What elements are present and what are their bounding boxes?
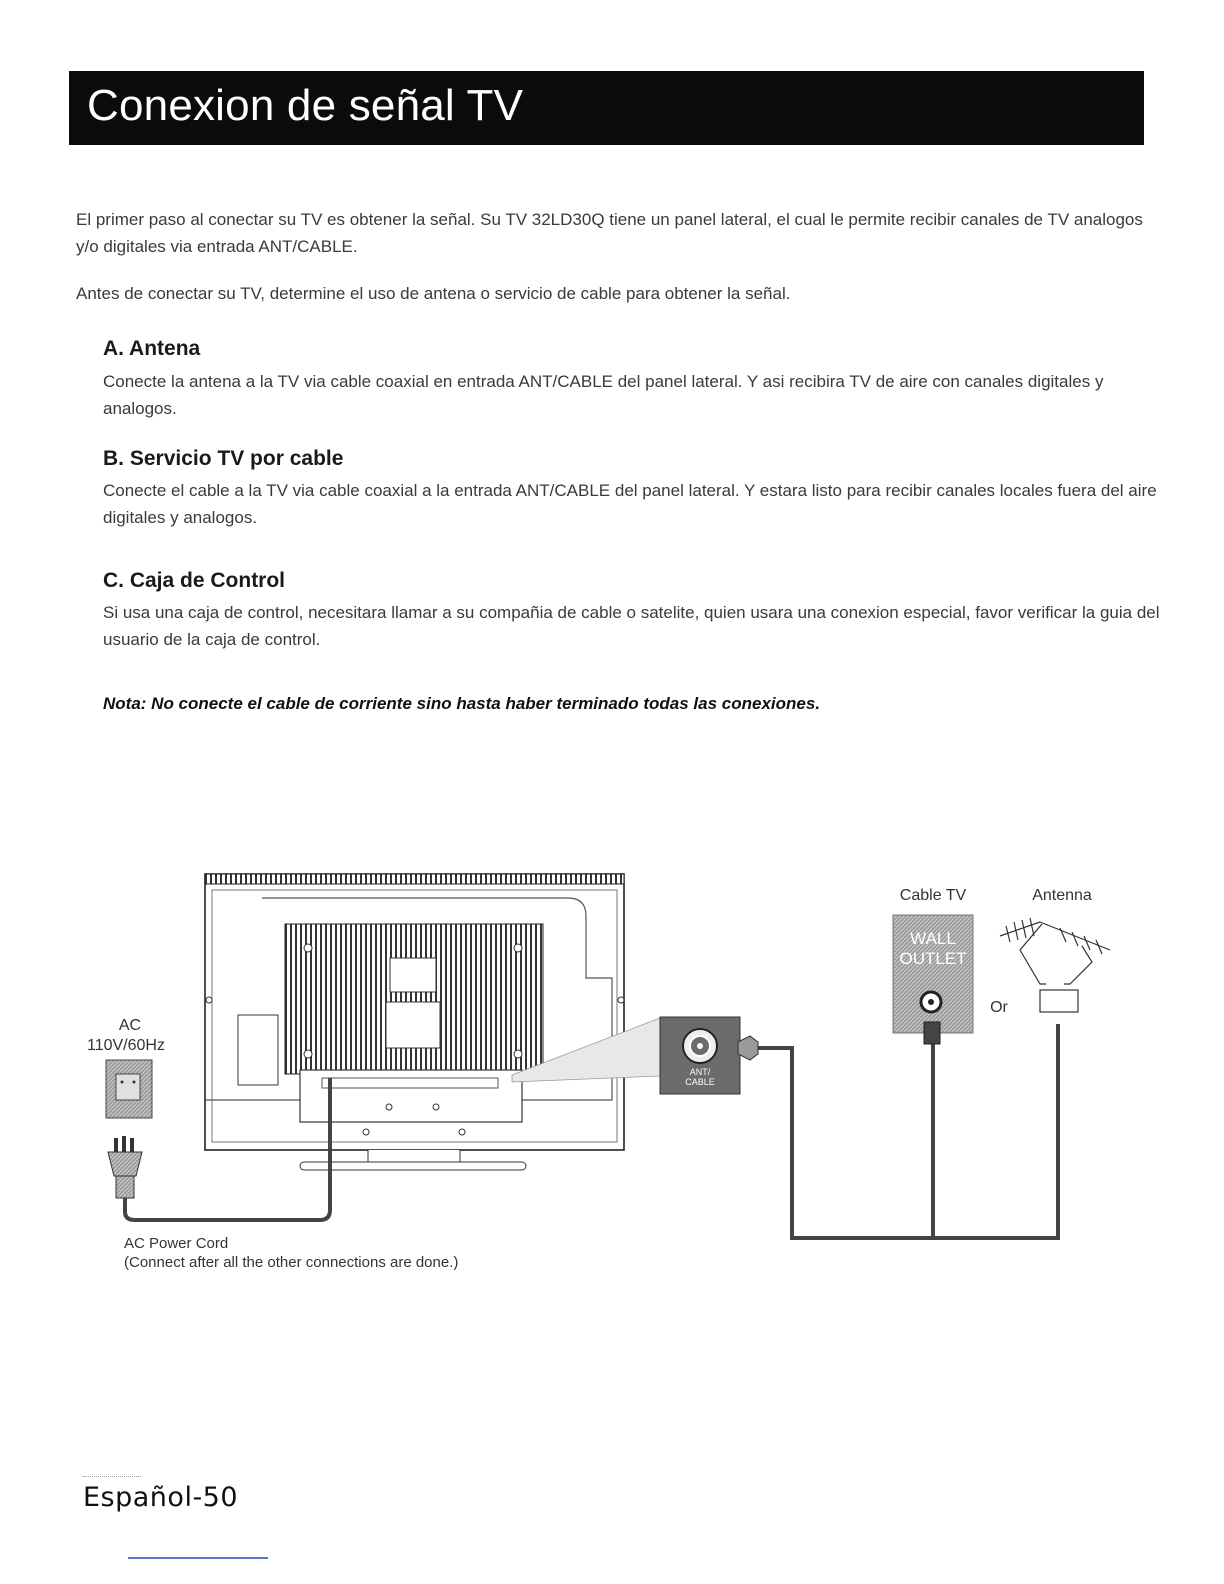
ac-voltage-label: 110V/60Hz [87, 1037, 165, 1054]
footer-divider [83, 1476, 141, 1477]
wall-outlet-label-line2: OUTLET [899, 949, 967, 968]
section-cable-body: Conecte el cable a la TV via cable coaxial a la entrada ANT/CABLE del panel lateral. Y estara listo para recibir canales locales fuera del aire digitales y analogos. [103, 481, 1157, 527]
intro-paragraph-1: El primer paso al conectar su TV es obtener la señal. Su TV 32LD30Q tiene un panel lateral, el cual le permite recibir canales de TV analogos y/o digitales via entrada ANT/CABLE. [76, 210, 1143, 256]
wall-outlet [893, 915, 973, 1044]
warning-note: Nota: No conecte el cable de corriente sino hasta haber terminado todas las conexiones. [103, 694, 821, 713]
connection-diagram [0, 850, 1224, 1290]
ant-cable-port-callout [660, 1017, 740, 1094]
wall-outlet-label-line1: WALL [910, 929, 956, 948]
cable-tv-label: Cable TV [899, 887, 967, 904]
port-label-line1: ANT/ [689, 1067, 711, 1077]
intro-paragraph-2: Antes de conectar su TV, determine el uso de antena o servicio de cable para obtener la señal. [76, 284, 791, 303]
section-antena-title: A. Antena [103, 337, 201, 360]
power-cord-note: (Connect after all the other connections are done.) [124, 1254, 459, 1271]
wall-socket-icon [106, 1060, 152, 1118]
bottom-rule [128, 1557, 268, 1559]
page-number: Español-50 [83, 1482, 239, 1513]
section-cable-title: B. Servicio TV por cable [103, 447, 344, 470]
section-antena-body: Conecte la antena a la TV via cable coaxial en entrada ANT/CABLE del panel lateral. Y asi recibira TV de aire con canales digitales y analogos. [103, 372, 1104, 418]
title-banner [69, 71, 1144, 145]
coax-connector-icon [738, 1036, 758, 1060]
port-label-line2: CABLE [685, 1077, 715, 1087]
page-title: Conexion de señal TV [87, 81, 524, 130]
coax-cable [758, 1024, 1058, 1238]
power-cord-label: AC Power Cord [124, 1235, 229, 1252]
antenna-icon [1000, 918, 1110, 1012]
antenna-label: Antenna [1032, 887, 1092, 904]
tv-back-illustration [205, 874, 624, 1170]
or-label: Or [990, 999, 1008, 1016]
ac-label: AC [118, 1017, 142, 1034]
section-control-box-body: Si usa una caja de control, necesitara llamar a su compañia de cable o satelite, quien usara una conexion especial, favor verificar la guia del usuario de la caja de control. [103, 603, 1160, 649]
power-plug-icon [108, 1136, 142, 1198]
section-control-box-title: C. Caja de Control [103, 569, 286, 592]
